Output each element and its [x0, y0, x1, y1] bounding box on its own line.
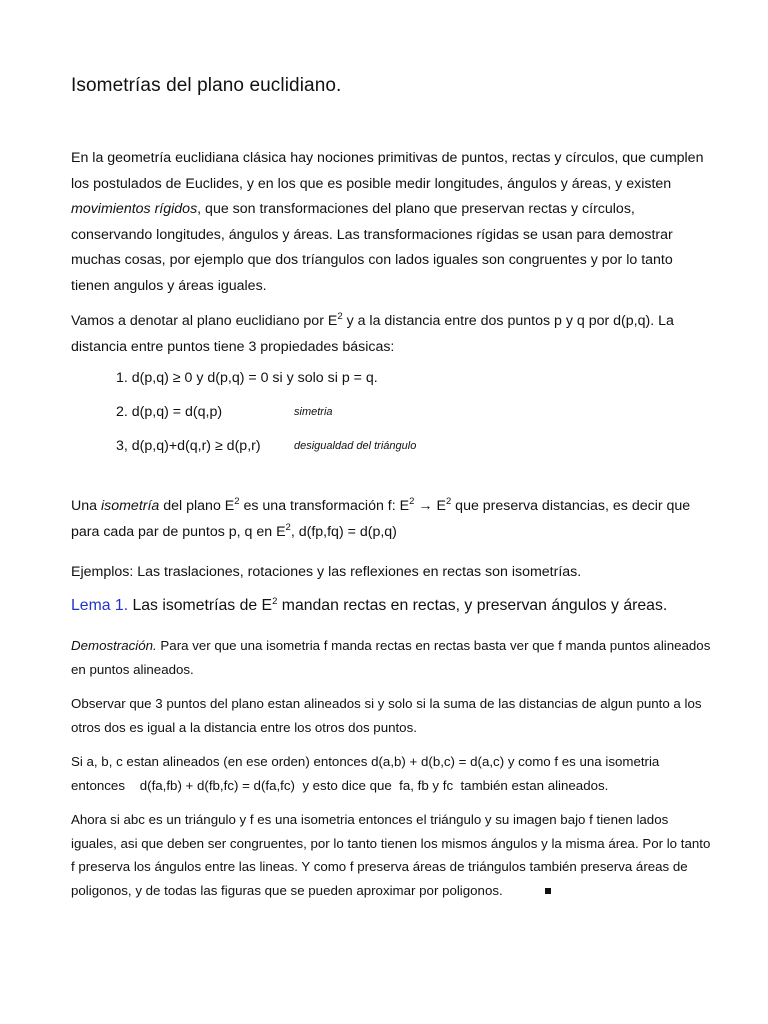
qed-square-icon [545, 888, 551, 894]
lemma-statement: Lema 1. Las isometrías de $E^2$ mandan rectas en rectas, y preservan ángulos y áreas. [71, 596, 668, 614]
property-item-2: 2. d(p,q) = d(q,p) simetria [116, 404, 333, 420]
property-item-1: 1. d(p,q) ≥ 0 y d(p,q) = 0 si y solo si p = q. [116, 370, 378, 386]
page-title: Isometrías del plano euclidiano. [71, 75, 342, 96]
definition-paragraph: Una isometría del plano $E^2$ es una transformación f: $E^2 \to E^2$ que preserva distancias, es decir que para cada par de puntos p, q en $E^2$, d(fp,fq) = d(p,q) [71, 496, 691, 540]
proof-paragraph: Demostración. Para ver que una isometria f manda rectas en rectas basta ver que f manda puntos alineados en puntos alineados. [71, 638, 711, 677]
collinear-paragraph: Si a, b, c estan alineados (en ese orden) entonces d(a,b) + d(b,c) = d(a,c) y como f es una isometria entonces d(fa,fb) + d(fb,fc) = d(fa,fc) y esto dice que fa, fb y fc también estan alineados. [71, 754, 660, 793]
examples-paragraph: Ejemplos: Las traslaciones, rotaciones y las reflexiones en rectas son isometrías. [71, 564, 582, 580]
property-note: desigualdad del triángulo [294, 440, 417, 452]
lemma-label: Lema 1. [71, 597, 129, 614]
emphasis-movimientos-rigidos: movimientos rígidos [71, 201, 198, 217]
conclusion-paragraph: Ahora si abc es un triángulo y f es una isometria entonces el triángulo y su imagen bajo f tienen lados iguales, asi que deben ser congruentes, por lo tanto tienen los mismos ángulos y la misma área. Por lo tanto f preserva los ángulos entre las lineas. Y como f preserva áreas de triángulos también preserva áreas de poligonos, y de todas las figuras que se pueden aproximar por poligonos. [71, 812, 711, 898]
proof-label: Demostración. [71, 638, 157, 653]
observation-paragraph: Observar que 3 puntos del plano estan alineados si y solo si la suma de las distancias de algun punto a los otros dos es igual a la distancia entre los otros dos puntos. [71, 696, 702, 735]
property-item-3: 3, d(p,q)+d(q,r) ≥ d(p,r) desigualdad del triángulo [116, 438, 417, 454]
notation-paragraph: Vamos a denotar al plano euclidiano por $E^2$ y a la distancia entre dos puntos p y q por d(p,q). La distancia entre puntos tiene 3 propiedades básicas: [71, 311, 674, 355]
emphasis-isometria: isometría [100, 498, 160, 514]
property-note: simetria [294, 406, 333, 418]
intro-paragraph: En la geometría euclidiana clásica hay nociones primitivas de puntos, rectas y círculos, que cumplen los postulados de Euclides, y en los que es posible medir longitudes, ángulos y áreas, y existen movimientos rígidos, que son transformaciones del plano que preservan rectas y círculos, conservando longitudes, ángulos y áreas. Las transformaciones rígidas se usan para demostrar muchas cosas, por ejemplo que dos tríangulos con lados iguales son congruentes y por lo tanto tienen angulos y áreas iguales. [71, 150, 704, 294]
